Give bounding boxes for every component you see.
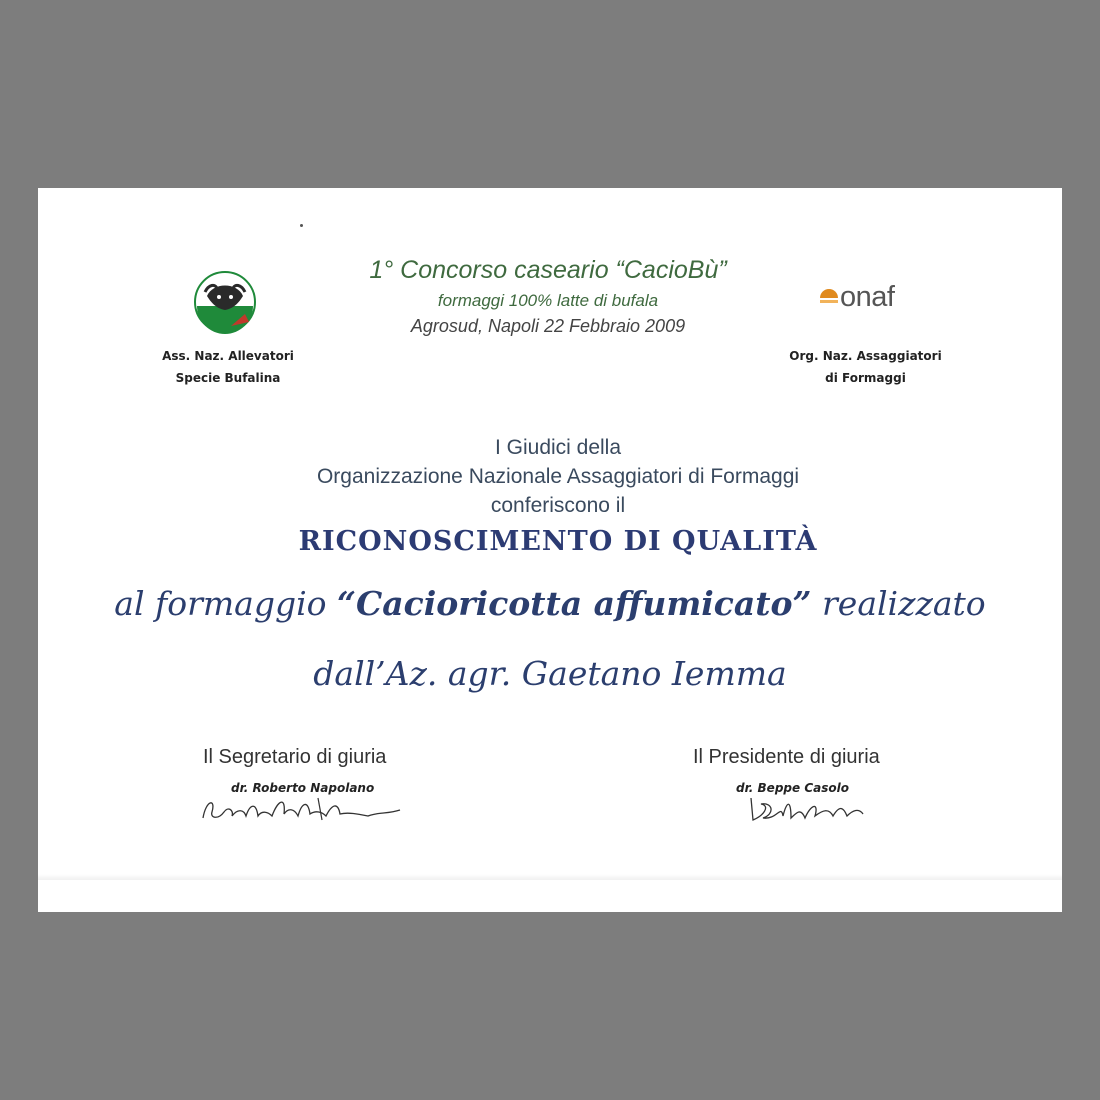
left-org-caption (148, 345, 308, 389)
right-org-line2: di Formaggi (825, 371, 906, 385)
award-suffix: realizzato (822, 584, 986, 623)
recognition-heading: RICONOSCIMENTO DI QUALITÀ (298, 526, 818, 557)
right-org-caption (778, 345, 953, 389)
product-name: “Cacioricotta affumicato” (337, 584, 812, 623)
onaf-cheese-icon (818, 286, 840, 310)
contest-subtitle: formaggi 100% latte di bufala (437, 291, 659, 310)
secretary-signature (198, 790, 408, 826)
award-line (98, 584, 1002, 623)
left-org-line2: Specie Bufalina (175, 371, 281, 385)
president-signature (743, 790, 873, 826)
contest-title: 1° Concorso caseario “CacioBù” (369, 256, 727, 284)
right-org-line1: Org. Naz. Assaggiatori (789, 349, 942, 363)
award-prefix: al formaggio (114, 584, 327, 623)
secretary-title: Il Segretario di giuria (203, 746, 387, 768)
left-org-line1: Ass. Naz. Allevatori (162, 349, 294, 363)
sheet-edge-shadow (38, 874, 1062, 880)
buffalo-logo-icon (193, 270, 257, 334)
producer-line: dall’Az. agr. Gaetano Iemma (313, 654, 787, 693)
secretary-name: dr. Roberto Napolano (231, 781, 375, 795)
onaf-logo-text: onaf (840, 281, 895, 313)
speck-mark (300, 224, 303, 227)
body-line-3: conferiscono il (490, 494, 626, 517)
body-line-1: I Giudici della (494, 436, 622, 459)
onaf-logo (818, 283, 908, 315)
certificate-sheet (38, 188, 1062, 912)
contest-location-date: Agrosud, Napoli 22 Febbraio 2009 (410, 316, 686, 336)
body-line-2: Organizzazione Nazionale Assaggiatori di Formaggi (316, 465, 800, 488)
president-title: Il Presidente di giuria (693, 746, 880, 768)
president-name: dr. Beppe Casolo (736, 781, 849, 795)
